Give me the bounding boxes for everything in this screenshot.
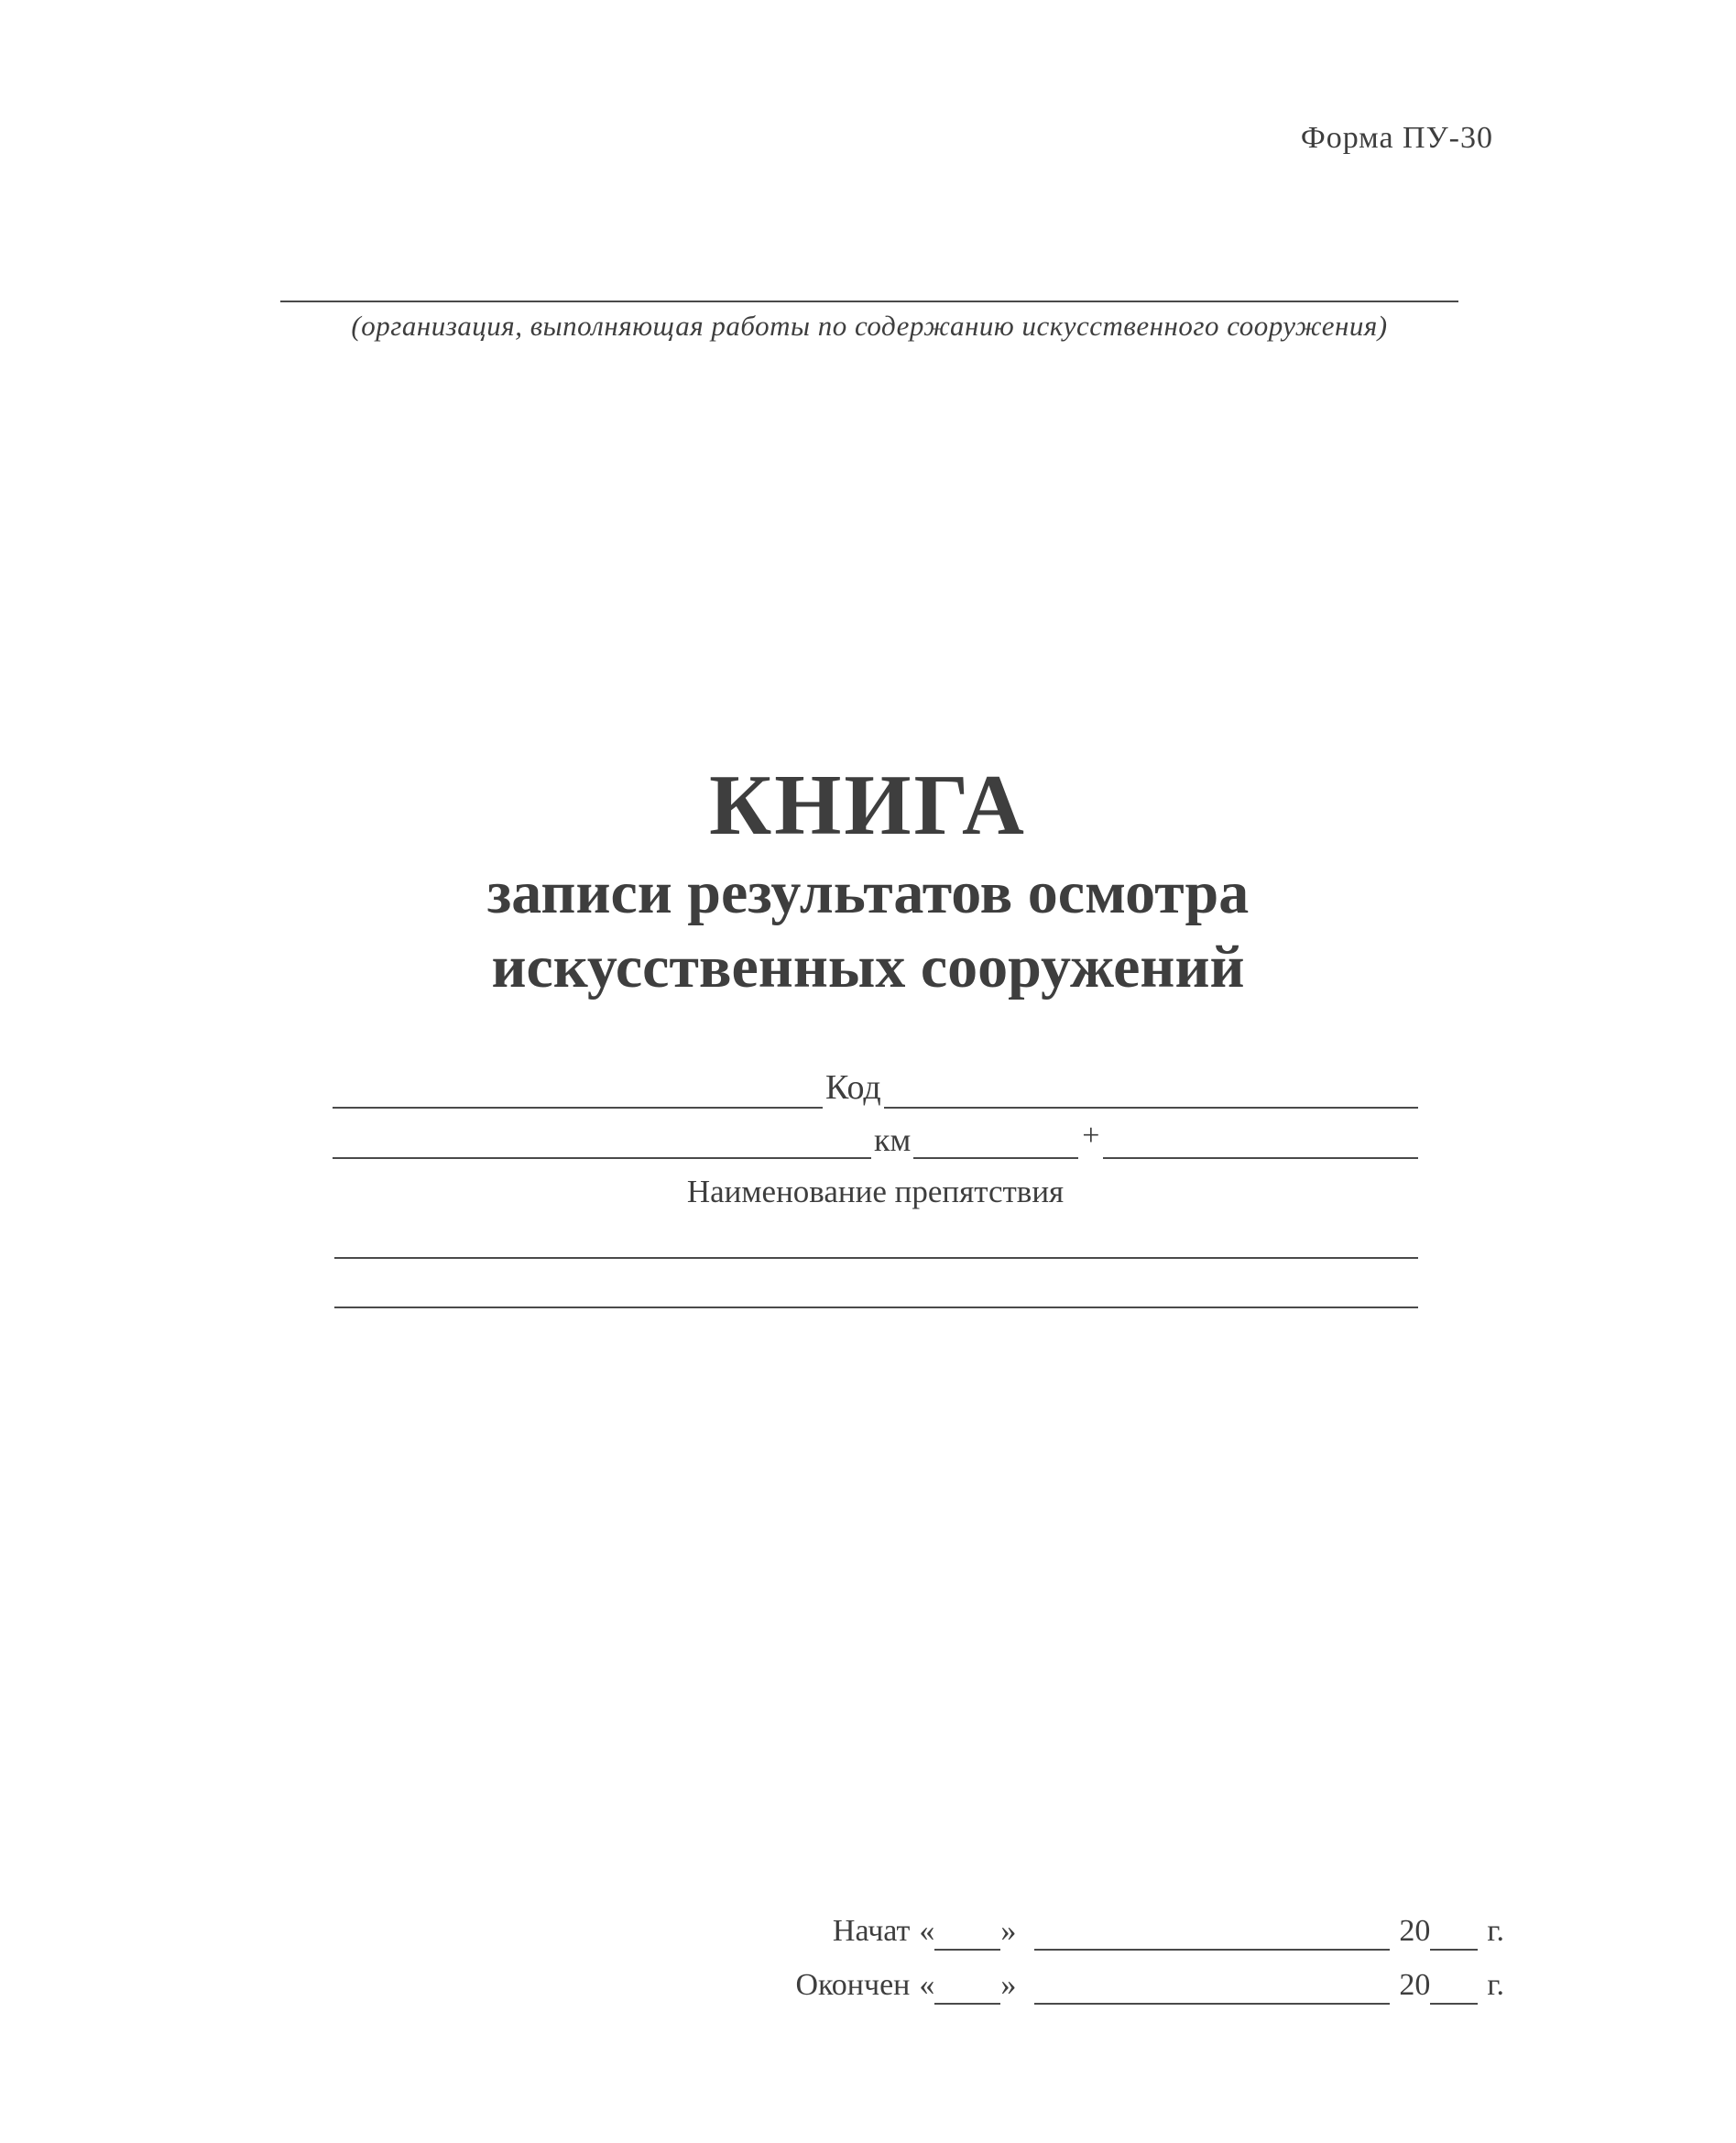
finished-year-prefix: 20 <box>1399 1968 1431 2003</box>
finished-year-suffix: г. <box>1487 1968 1504 2003</box>
started-month-fill-line <box>1034 1907 1390 1951</box>
form-code-label: Форма ПУ-30 <box>1300 121 1493 155</box>
document-subtitle-line2: искусственных сооружений <box>491 934 1245 1000</box>
blank-fill-line-1 <box>334 1257 1418 1259</box>
plus-sign: + <box>1082 1118 1100 1153</box>
code-label: Код <box>825 1068 881 1108</box>
started-year-prefix: 20 <box>1399 1914 1431 1949</box>
finished-day-fill-line <box>934 1961 1000 2005</box>
finished-date-row <box>641 1963 1504 2005</box>
started-label: Начат <box>832 1914 911 1949</box>
code-fill-line-left <box>333 1063 823 1109</box>
finished-year-fill-line <box>1430 1961 1478 2005</box>
open-quote: « <box>919 1914 935 1949</box>
document-subtitle-line1: записи результатов осмотра <box>486 859 1250 926</box>
code-row <box>333 1065 1418 1109</box>
finished-label: Окончен <box>795 1968 911 2003</box>
document-title: КНИГА <box>709 758 1027 853</box>
organization-caption: (организация, выполняющая работы по содержанию искусственного сооружения) <box>351 310 1388 342</box>
km-fill-line-right <box>1103 1113 1418 1159</box>
organization-fill-line <box>280 301 1458 302</box>
km-fill-line-left <box>333 1113 871 1159</box>
km-label: км <box>874 1121 912 1158</box>
started-year-fill-line <box>1430 1907 1478 1951</box>
close-quote: » <box>1000 1914 1017 1949</box>
started-day-fill-line <box>934 1907 1000 1951</box>
km-fill-line-mid <box>913 1113 1078 1159</box>
close-quote: » <box>1000 1968 1017 2003</box>
code-fill-line-right <box>884 1063 1418 1109</box>
started-date-row <box>641 1908 1504 1951</box>
started-year-suffix: г. <box>1487 1914 1504 1949</box>
open-quote: « <box>919 1968 935 2003</box>
finished-month-fill-line <box>1034 1961 1390 2005</box>
km-row <box>333 1115 1418 1159</box>
obstacle-name-label: Наименование препятствия <box>686 1174 1065 1209</box>
blank-fill-line-2 <box>334 1307 1418 1308</box>
